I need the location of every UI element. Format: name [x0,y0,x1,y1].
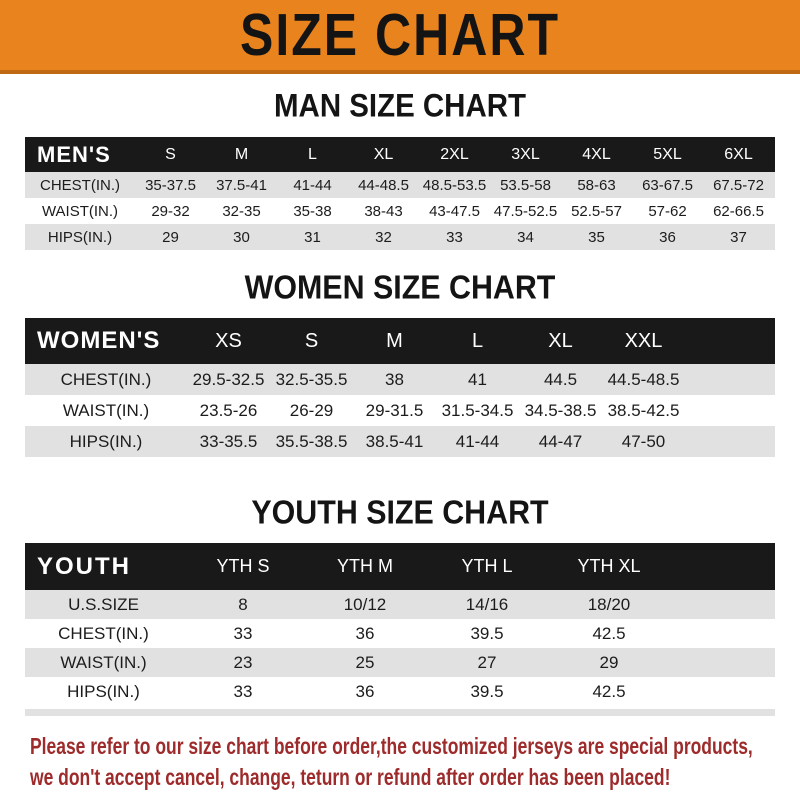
size-value-cell: 53.5-58 [500,176,551,194]
size-value-cell: 14/16 [465,594,509,614]
size-value-cell: 18/20 [587,594,631,614]
size-value-cell: 31.5-34.5 [441,400,514,420]
size-value-cell: 44.5 [543,369,578,389]
size-value-cell: 52.5-57 [571,202,622,220]
size-value-cell: 33 [233,681,253,701]
size-value-cell: 42.5 [592,681,626,701]
table-row [25,619,775,648]
men-size-table [25,137,775,250]
row-label: HIPS(IN.) [67,681,140,701]
row-label: CHEST(IN.) [58,623,149,643]
row-label: WAIST(IN.) [62,400,150,420]
size-value-cell: 62-66.5 [713,202,764,220]
size-value-cell: 32-35 [222,202,261,220]
size-header-cell: YTH S [216,556,270,576]
size-value-cell: 33 [233,623,253,643]
size-value-cell: 23.5-26 [199,400,258,420]
size-value-cell: 36 [659,228,676,246]
row-label: HIPS(IN.) [69,431,143,451]
size-value-cell: 32 [375,228,392,246]
women-section-heading: WOMEN SIZE CHART [244,268,556,306]
row-label: CHEST(IN.) [40,176,120,194]
table-row [25,172,775,198]
size-value-cell: 47-50 [621,431,666,451]
size-value-cell: 26-29 [289,400,334,420]
size-value-cell: 41 [468,369,487,389]
size-value-cell: 31 [304,228,321,246]
table-row [25,364,775,395]
table-row [25,198,775,224]
women-section [0,268,800,457]
youth-section [0,493,800,716]
size-value-cell: 39.5 [470,623,504,643]
youth-section-heading: YOUTH SIZE CHART [251,493,549,531]
size-value-cell: 8 [238,594,248,614]
size-value-cell: 38.5-42.5 [607,400,680,420]
youth-table-bottom-strip [25,709,775,716]
size-header-cell: XXL [624,329,663,352]
size-header-cell: L [308,145,317,163]
size-header-cell: S [304,329,319,352]
size-value-cell: 29 [162,228,179,246]
table-header-row [25,137,775,172]
size-header-cell: XL [548,329,573,352]
table-header-row [25,318,775,364]
size-value-cell: 36 [355,623,375,643]
size-value-cell: 34 [517,228,534,246]
size-value-cell: 39.5 [470,681,504,701]
size-value-cell: 29-32 [151,202,190,220]
size-value-cell: 41-44 [455,431,500,451]
order-notice [30,731,800,793]
size-header-cell: XL [373,145,394,163]
size-value-cell: 41-44 [293,176,332,194]
size-value-cell: 36 [355,681,375,701]
size-header-cell: 4XL [582,145,611,163]
size-value-cell: 32.5-35.5 [275,369,348,389]
size-value-cell: 42.5 [592,623,626,643]
row-label: WAIST(IN.) [60,652,147,672]
size-header-cell: 2XL [440,145,469,163]
size-value-cell: 37.5-41 [216,176,267,194]
size-value-cell: 38 [385,369,404,389]
size-value-cell: 58-63 [577,176,616,194]
size-value-cell: 47.5-52.5 [493,202,558,220]
size-header-cell: 5XL [653,145,682,163]
row-label: WAIST(IN.) [41,202,119,220]
size-header-cell: 3XL [511,145,540,163]
row-label: CHEST(IN.) [60,369,152,389]
table-header-label: MEN'S [37,141,111,167]
table-header-row [25,543,775,590]
men-section [0,87,800,250]
size-value-cell: 30 [233,228,250,246]
size-value-cell: 10/12 [343,594,387,614]
size-value-cell: 33-35.5 [199,431,258,451]
notice-line-2: we don't accept cancel, change, teturn or refund after order has been placed! [30,764,671,790]
size-value-cell: 35-38 [293,202,332,220]
size-value-cell: 44.5-48.5 [607,369,680,389]
table-row [25,426,775,457]
table-row [25,677,775,706]
size-value-cell: 27 [477,652,497,672]
banner-title: SIZE CHART [240,1,560,69]
size-value-cell: 25 [355,652,375,672]
banner [0,0,800,74]
size-value-cell: 23 [233,652,253,672]
size-header-cell: M [386,329,403,352]
size-value-cell: 63-67.5 [642,176,693,194]
size-header-cell: XS [215,329,242,352]
size-header-cell: M [234,145,249,163]
size-header-cell: S [165,145,176,163]
size-header-cell: L [471,329,484,352]
size-header-cell: YTH L [461,556,513,576]
size-value-cell: 34.5-38.5 [524,400,597,420]
size-value-cell: 44-47 [538,431,583,451]
size-value-cell: 37 [730,228,747,246]
size-value-cell: 48.5-53.5 [422,176,487,194]
table-row [25,648,775,677]
size-value-cell: 33 [446,228,463,246]
table-row [25,590,775,619]
size-value-cell: 67.5-72 [713,176,764,194]
size-header-cell: YTH M [337,556,393,576]
size-value-cell: 35-37.5 [145,176,196,194]
size-value-cell: 29-31.5 [365,400,424,420]
table-header-label: WOMEN'S [37,327,161,354]
size-value-cell: 29 [599,652,619,672]
size-value-cell: 38-43 [364,202,403,220]
size-value-cell: 29.5-32.5 [192,369,265,389]
table-header-label: YOUTH [37,552,131,580]
size-value-cell: 38.5-41 [365,431,424,451]
table-row [25,395,775,426]
notice-line-1: Please refer to our size chart before order,the customized jerseys are special products, [30,733,753,759]
row-label: HIPS(IN.) [47,228,113,246]
size-value-cell: 35 [588,228,605,246]
size-value-cell: 35.5-38.5 [275,431,348,451]
women-size-table [25,318,775,457]
men-section-heading: MAN SIZE CHART [274,87,526,124]
table-row [25,224,775,250]
size-header-cell: 6XL [724,145,753,163]
youth-size-table [25,543,775,706]
row-label: U.S.SIZE [68,594,139,614]
size-header-cell: YTH XL [577,556,641,576]
size-value-cell: 44-48.5 [358,176,409,194]
size-value-cell: 57-62 [648,202,687,220]
size-value-cell: 43-47.5 [429,202,480,220]
